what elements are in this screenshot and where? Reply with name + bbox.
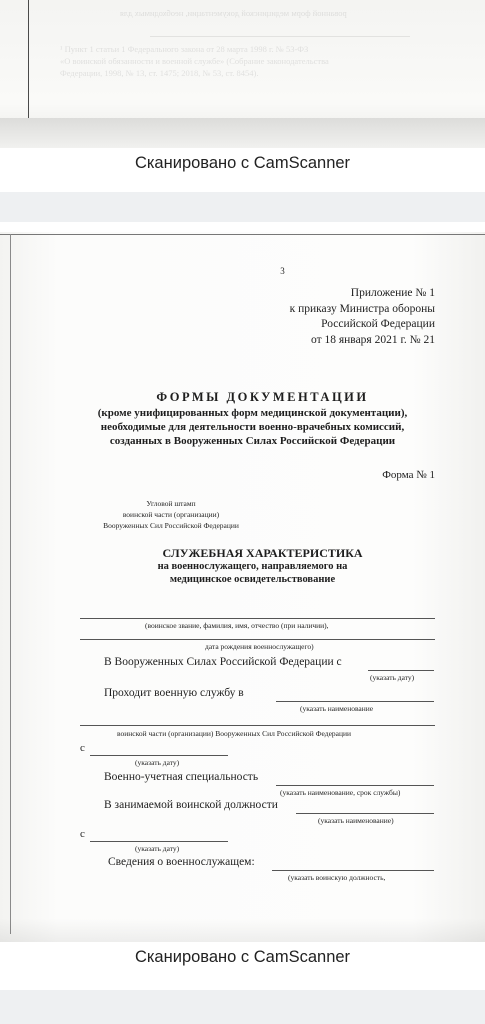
unit-blank-line xyxy=(80,725,435,726)
document-heading-sub xyxy=(0,406,485,448)
heading-sub-line: созданных в Вооруженных Силах Российской Федерации xyxy=(109,435,396,447)
hint-date-since: (указать дату) xyxy=(370,673,415,682)
field-vus-label: Военно-учетная специальность xyxy=(104,771,259,783)
heading-sub-line: необходимые для деятельности военно-врачебных комиссий, xyxy=(100,421,405,433)
stamp-line: Угловой штамп xyxy=(146,499,196,508)
page-top-edge xyxy=(0,234,485,235)
title-sub-line: медицинское освидетельствование xyxy=(169,574,336,585)
ghost-text-line: рованной форм медицинской документации, необходимых для xyxy=(120,8,347,18)
prefix-c: с xyxy=(80,742,85,754)
camscanner-watermark: Сканировано с CamScanner xyxy=(134,154,351,172)
hint-unit: воинской части (организации) Вооруженных Сил Российской Федерации xyxy=(117,729,352,738)
page-bottom-shadow xyxy=(0,118,485,148)
appendix-line: Российской Федерации xyxy=(321,318,435,330)
hint-name: (воинское звание, фамилия, имя, отчество (при наличии), xyxy=(145,621,329,630)
ghost-text-line: ¹ Пункт 1 статьи 1 Федерального закона от 28 марта 1998 г. № 53-ФЗ xyxy=(60,44,309,54)
heading-sub-line: (кроме унифицированных форм медицинской документации), xyxy=(97,407,408,419)
ghost-rule xyxy=(150,36,410,37)
page-bottom-shade xyxy=(0,918,485,942)
stamp-line: воинской части (организации) xyxy=(122,510,220,519)
field-since-label: В Вооруженных Силах Российской Федерации с xyxy=(104,656,342,668)
service-blank-line xyxy=(276,701,434,702)
ghost-text-line: «О воинской обязанности и военной службе» (Собрание законодательства xyxy=(60,56,329,66)
hint-name-position: (указать наименование) xyxy=(318,816,394,825)
appendix-block xyxy=(290,286,435,348)
date-blank-line xyxy=(90,841,228,842)
name-blank-line xyxy=(80,618,435,619)
scan-document-page xyxy=(0,232,485,942)
hint-vus: (указать наименование, срок службы) xyxy=(280,788,401,797)
corner-stamp xyxy=(76,498,266,531)
hint-name-service: (указать наименование xyxy=(300,704,374,713)
camscanner-watermark: Сканировано с CamScanner xyxy=(134,948,351,966)
field-service-label: Проходит военную службу в xyxy=(104,687,244,699)
appendix-line: от 18 января 2021 г. № 21 xyxy=(310,333,435,346)
form-label: Форма № 1 xyxy=(382,469,435,481)
prefix-c: с xyxy=(80,828,85,840)
top-card xyxy=(0,0,485,192)
form-title-sub xyxy=(0,560,485,586)
page-edge xyxy=(28,0,29,118)
hint-birth: дата рождения военнослужащего) xyxy=(205,642,314,651)
bottom-card xyxy=(0,222,485,990)
page-number: 3 xyxy=(280,266,285,276)
position-blank-line xyxy=(296,813,434,814)
info-blank-line xyxy=(272,870,434,871)
title-sub-line: на военнослужащего, направляемого на xyxy=(157,561,348,572)
field-position-label: В занимаемой воинской должности xyxy=(104,799,278,811)
appendix-line: Приложение № 1 xyxy=(350,287,435,299)
scan-top-fragment xyxy=(0,0,485,148)
field-info-label: Сведения о военнослужащем: xyxy=(108,856,255,868)
stamp-line: Вооруженных Сил Российской Федерации xyxy=(103,521,239,530)
date-blank-line xyxy=(90,755,228,756)
form-title: СЛУЖЕБНАЯ ХАРАКТЕРИСТИКА xyxy=(162,546,363,560)
hint-info: (указать воинскую должность, xyxy=(288,873,386,882)
birth-blank-line xyxy=(80,639,435,640)
hint-date-c1: (указать дату) xyxy=(135,758,180,767)
since-blank-line xyxy=(368,670,434,671)
ghost-text-line: Федерации, 1998, № 13, ст. 1475; 2018, № 53, ст. 8454). xyxy=(60,68,259,78)
appendix-line: к приказу Министра обороны xyxy=(289,302,435,315)
document-heading: ФОРМЫ ДОКУМЕНТАЦИИ xyxy=(156,390,369,404)
vus-blank-line xyxy=(276,785,434,786)
hint-date-c2: (указать дату) xyxy=(135,844,180,853)
